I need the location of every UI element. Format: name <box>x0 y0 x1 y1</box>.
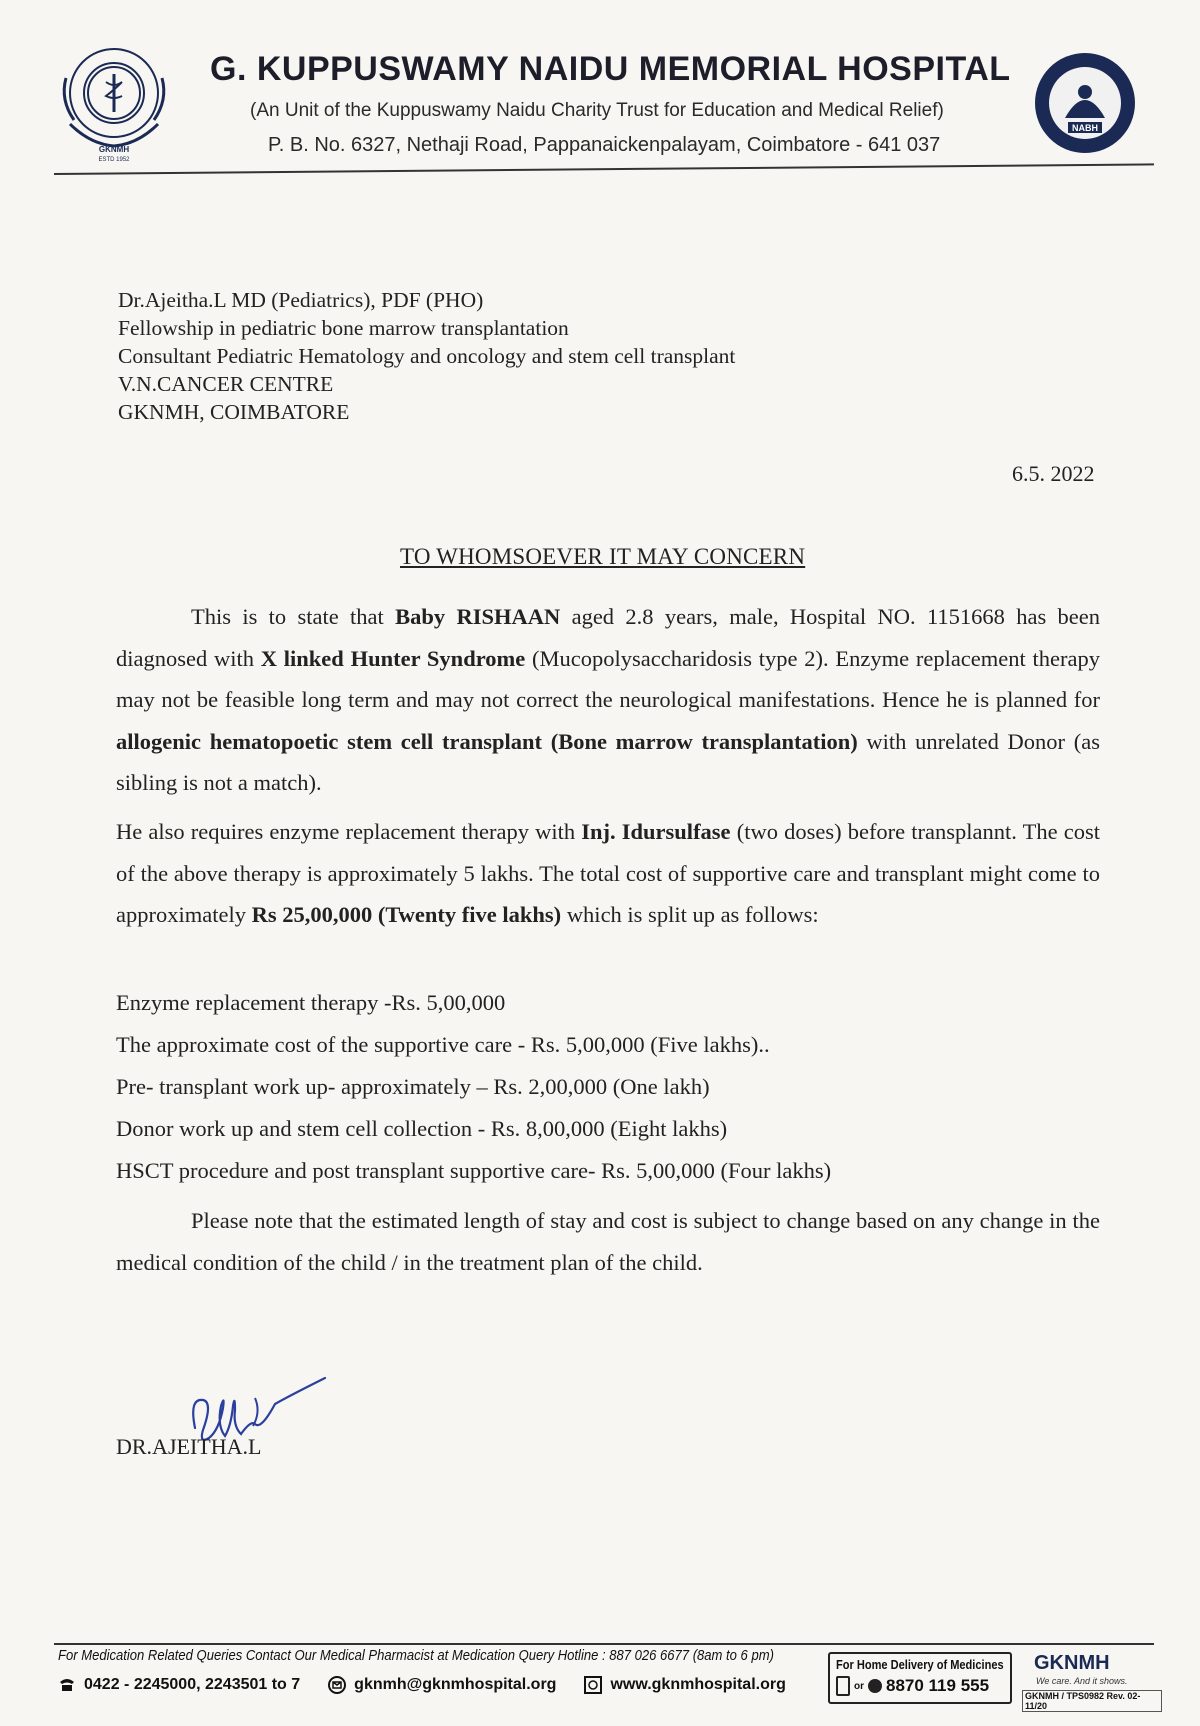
paragraph-note: Please note that the estimated length of stay and cost is subject to change based on any change in the medical condition of the child / in the treatment plan of the child. <box>116 1208 1100 1275</box>
sender-line-5: GKNMH, COIMBATORE <box>118 400 350 424</box>
hospital-subtitle: (An Unit of the Kuppuswamy Naidu Charity Trust for Education and Medical Relief) <box>250 100 944 121</box>
website-link[interactable]: www.gknmhospital.org <box>610 1676 786 1693</box>
letter-subject: TO WHOMSOEVER IT MAY CONCERN <box>400 544 806 569</box>
text-run: He also requires enzyme replacement therapy with <box>116 819 582 844</box>
document-code: GKNMH / TPS0982 Rev. 02-11/20 <box>1022 1690 1162 1712</box>
mobile-phone-icon <box>836 1676 850 1696</box>
letter-date: 6.5. 2022 <box>1012 461 1095 486</box>
footer-divider <box>54 1643 1154 1645</box>
email-address[interactable]: gknmh@gknmhospital.org <box>354 1676 557 1693</box>
home-delivery-title: For Home Delivery of Medicines <box>836 1657 1004 1672</box>
footer-brand-tagline: We care. And it shows. <box>1036 1676 1128 1686</box>
footer-brand <box>1022 1650 1162 1710</box>
hospital-address: P. B. No. 6327, Nethaji Road, Pappanaickenpalayam, Coimbatore - 641 037 <box>268 134 941 156</box>
sender-line-4: V.N.CANCER CENTRE <box>118 372 334 396</box>
svg-text:GKNMH: GKNMH <box>98 145 130 154</box>
cost-item: Enzyme replacement therapy -Rs. 5,00,000 <box>116 990 506 1015</box>
text-run: with unrelated Donor (as sibling is not a match). <box>116 728 1100 795</box>
telephone-icon <box>58 1676 76 1694</box>
svg-text:ESTD 1952: ESTD 1952 <box>98 157 130 163</box>
paragraph-diagnosis <box>116 596 1100 804</box>
hospital-emblem-logo <box>52 38 182 163</box>
text-run: (two doses) before transplannt. The cost of the above therapy is approximately 5 lakhs. The total cost of supportive care and transplant might come to approximately <box>116 819 1100 927</box>
cost-item: Donor work up and stem cell collection - Rs. 8,00,000 (Eight lakhs) <box>116 1116 728 1141</box>
text-run: which is split up as follows: <box>561 902 819 927</box>
sender-line-3: Consultant Pediatric Hematology and oncology and stem cell transplant <box>118 344 736 368</box>
diagnosis: X linked Hunter Syndrome <box>260 645 526 671</box>
paragraph-cost <box>116 811 1100 936</box>
cost-item: The approximate cost of the supportive care - Rs. 5,00,000 (Five lakhs).. <box>116 1032 770 1057</box>
medication-hotline-text: For Medication Related Queries Contact Our Medical Pharmacist at Medication Query Hotline : 887 026 6677 (8am to 6 pm) <box>58 1648 774 1664</box>
contact-row <box>58 1676 786 1694</box>
total-cost: Rs 25,00,000 (Twenty five lakhs) <box>251 902 562 927</box>
text-run: aged 2.8 years, male, Hospital NO. 1151668 has been diagnosed with <box>116 604 1100 671</box>
home-delivery-number-row <box>836 1676 989 1696</box>
footer-brand-name: GKNMH <box>1034 1652 1110 1674</box>
whatsapp-icon <box>868 1679 882 1693</box>
patient-name: Baby RISHAAN <box>395 604 561 629</box>
nabh-accreditation-logo <box>1030 48 1140 158</box>
home-delivery-box <box>828 1652 1012 1704</box>
or-label: or <box>854 1680 864 1692</box>
phone-numbers: 0422 - 2245000, 2243501 to 7 <box>84 1676 301 1693</box>
svg-text:NABH: NABH <box>1072 123 1098 133</box>
home-delivery-number: 8870 119 555 <box>886 1676 990 1695</box>
header-divider <box>54 163 1154 175</box>
web-icon <box>584 1676 602 1694</box>
cost-item: HSCT procedure and post transplant supportive care- Rs. 5,00,000 (Four lakhs) <box>116 1158 832 1183</box>
text-run: This is to state that <box>191 604 396 629</box>
hospital-name: G. KUPPUSWAMY NAIDU MEMORIAL HOSPITAL <box>210 50 1011 88</box>
signatory-name: DR.AJEITHA.L <box>116 1434 262 1459</box>
sender-line-1: Dr.Ajeitha.L MD (Pediatrics), PDF (PHO) <box>118 288 484 312</box>
text-run: (Mucopolysaccharidosis type 2). Enzyme replacement therapy may not be feasible long term and may not correct the neurological manifestations. Hence he is planned for <box>116 645 1101 712</box>
cost-item: Pre- transplant work up- approximately – Rs. 2,00,000 (One lakh) <box>116 1074 710 1099</box>
email-icon <box>328 1676 346 1694</box>
medication-name: Inj. Idursulfase <box>581 819 731 844</box>
treatment-plan: allogenic hematopoetic stem cell transplant (Bone marrow transplantation) <box>116 728 858 754</box>
sender-line-2: Fellowship in pediatric bone marrow transplantation <box>118 316 569 340</box>
